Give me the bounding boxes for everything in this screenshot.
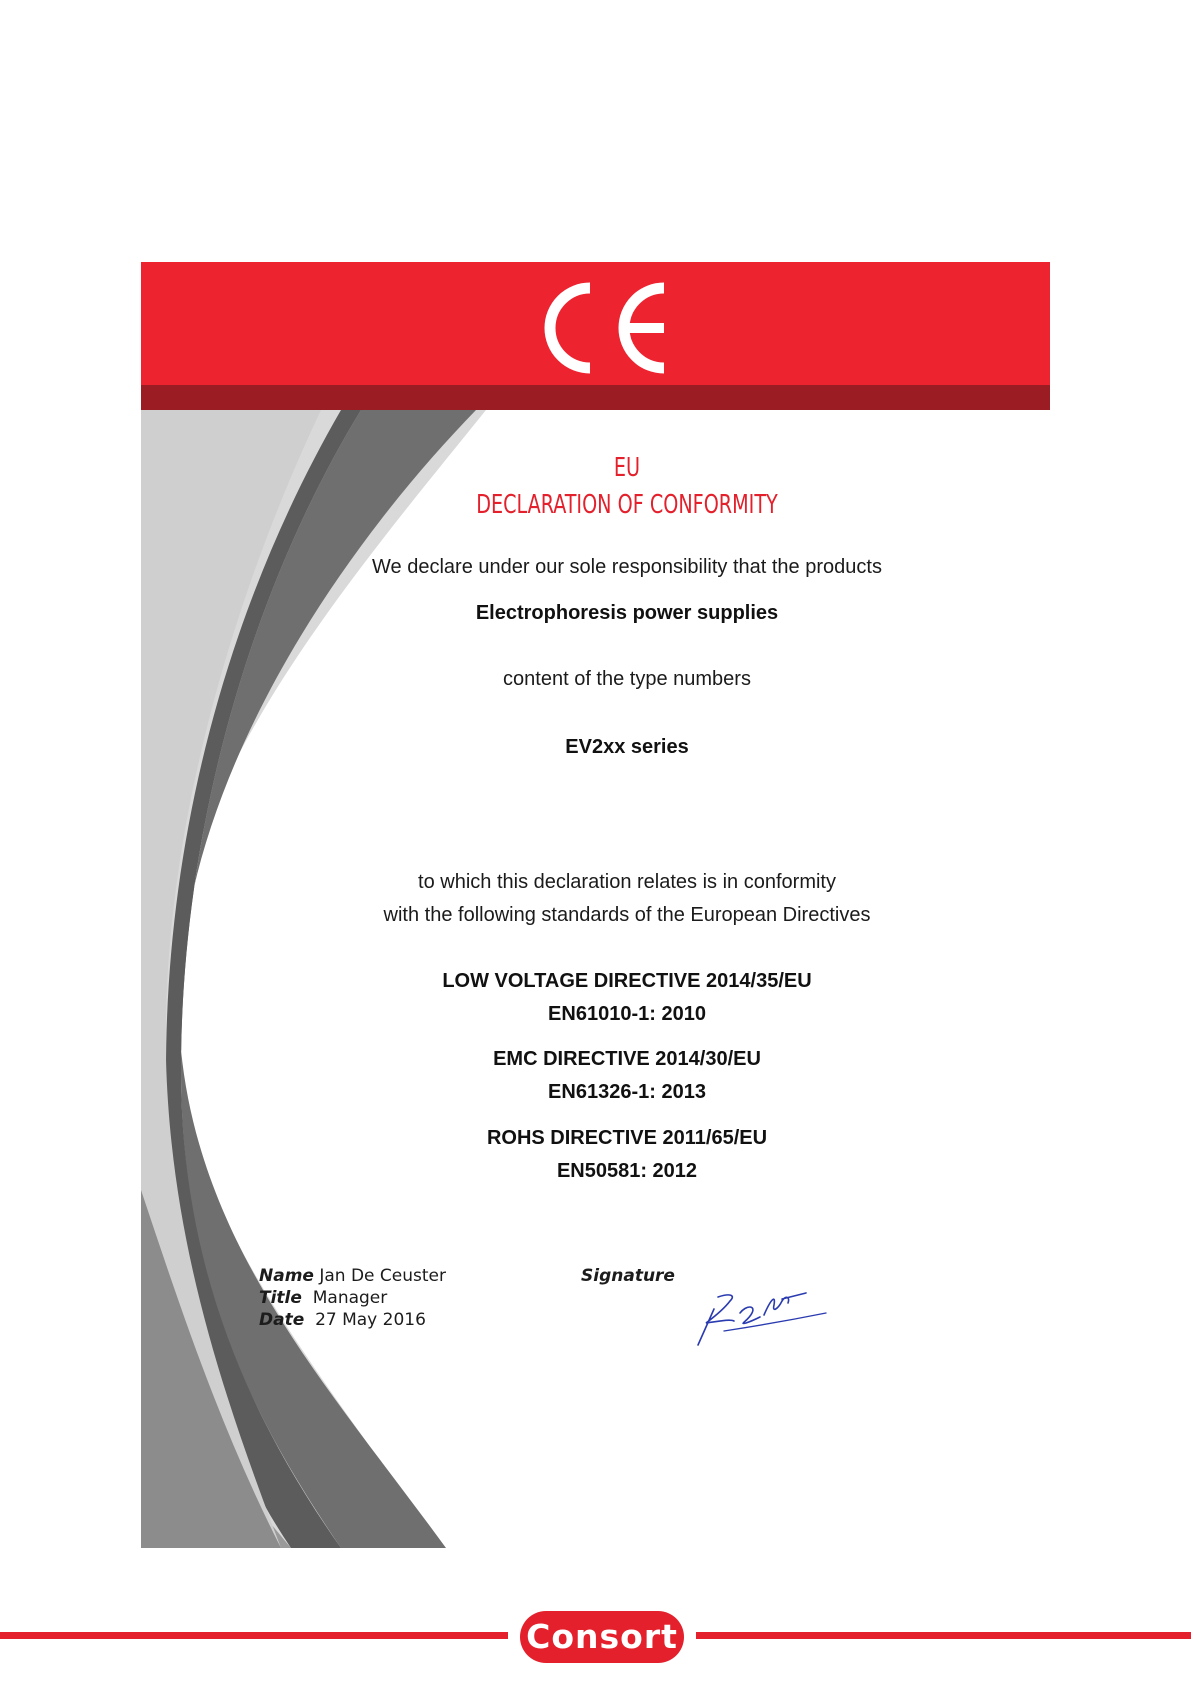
product-name: Electrophoresis power supplies [475, 602, 779, 624]
header-dark-band [141, 385, 1050, 410]
date-row [259, 1309, 446, 1331]
name-row [259, 1265, 446, 1287]
handwritten-signature [690, 1283, 830, 1353]
ce-mark-logo [532, 280, 672, 376]
title-row [259, 1287, 446, 1309]
intro-text: We declare under our sole responsibility that the products [372, 556, 882, 578]
series-name: EV2xx series [565, 736, 689, 758]
title-label: Title [259, 1288, 302, 1308]
title-line-eu: EU [613, 453, 641, 483]
directive-name: LOW VOLTAGE DIRECTIVE 2014/35/EU [442, 970, 812, 992]
conformity-line-2: with the following standards of the European Directives [383, 904, 871, 926]
title-line-declaration: DECLARATION OF CONFORMITY [476, 490, 778, 520]
directive-standard: EN50581: 2012 [556, 1160, 698, 1182]
signatory-name: Jan De Ceuster [319, 1266, 446, 1286]
type-label: content of the type numbers [503, 668, 751, 690]
name-label: Name [259, 1266, 314, 1286]
conformity-line-1: to which this declaration relates is in conformity [418, 871, 836, 893]
date-label: Date [259, 1310, 305, 1330]
footer-line-left [0, 1632, 508, 1639]
signatory-date: 27 May 2016 [315, 1310, 426, 1330]
footer-line-right [696, 1632, 1191, 1639]
consort-logo: Consort [520, 1611, 684, 1663]
directive-standard: EN61326-1: 2013 [548, 1081, 706, 1103]
directive-name: ROHS DIRECTIVE 2011/65/EU [486, 1127, 768, 1149]
directive-standard: EN61010-1: 2010 [548, 1003, 706, 1025]
directive-name: EMC DIRECTIVE 2014/30/EU [493, 1048, 761, 1070]
signatory-title: Manager [312, 1288, 388, 1308]
signature-label: Signature [581, 1266, 675, 1286]
signatory-details [259, 1265, 446, 1331]
